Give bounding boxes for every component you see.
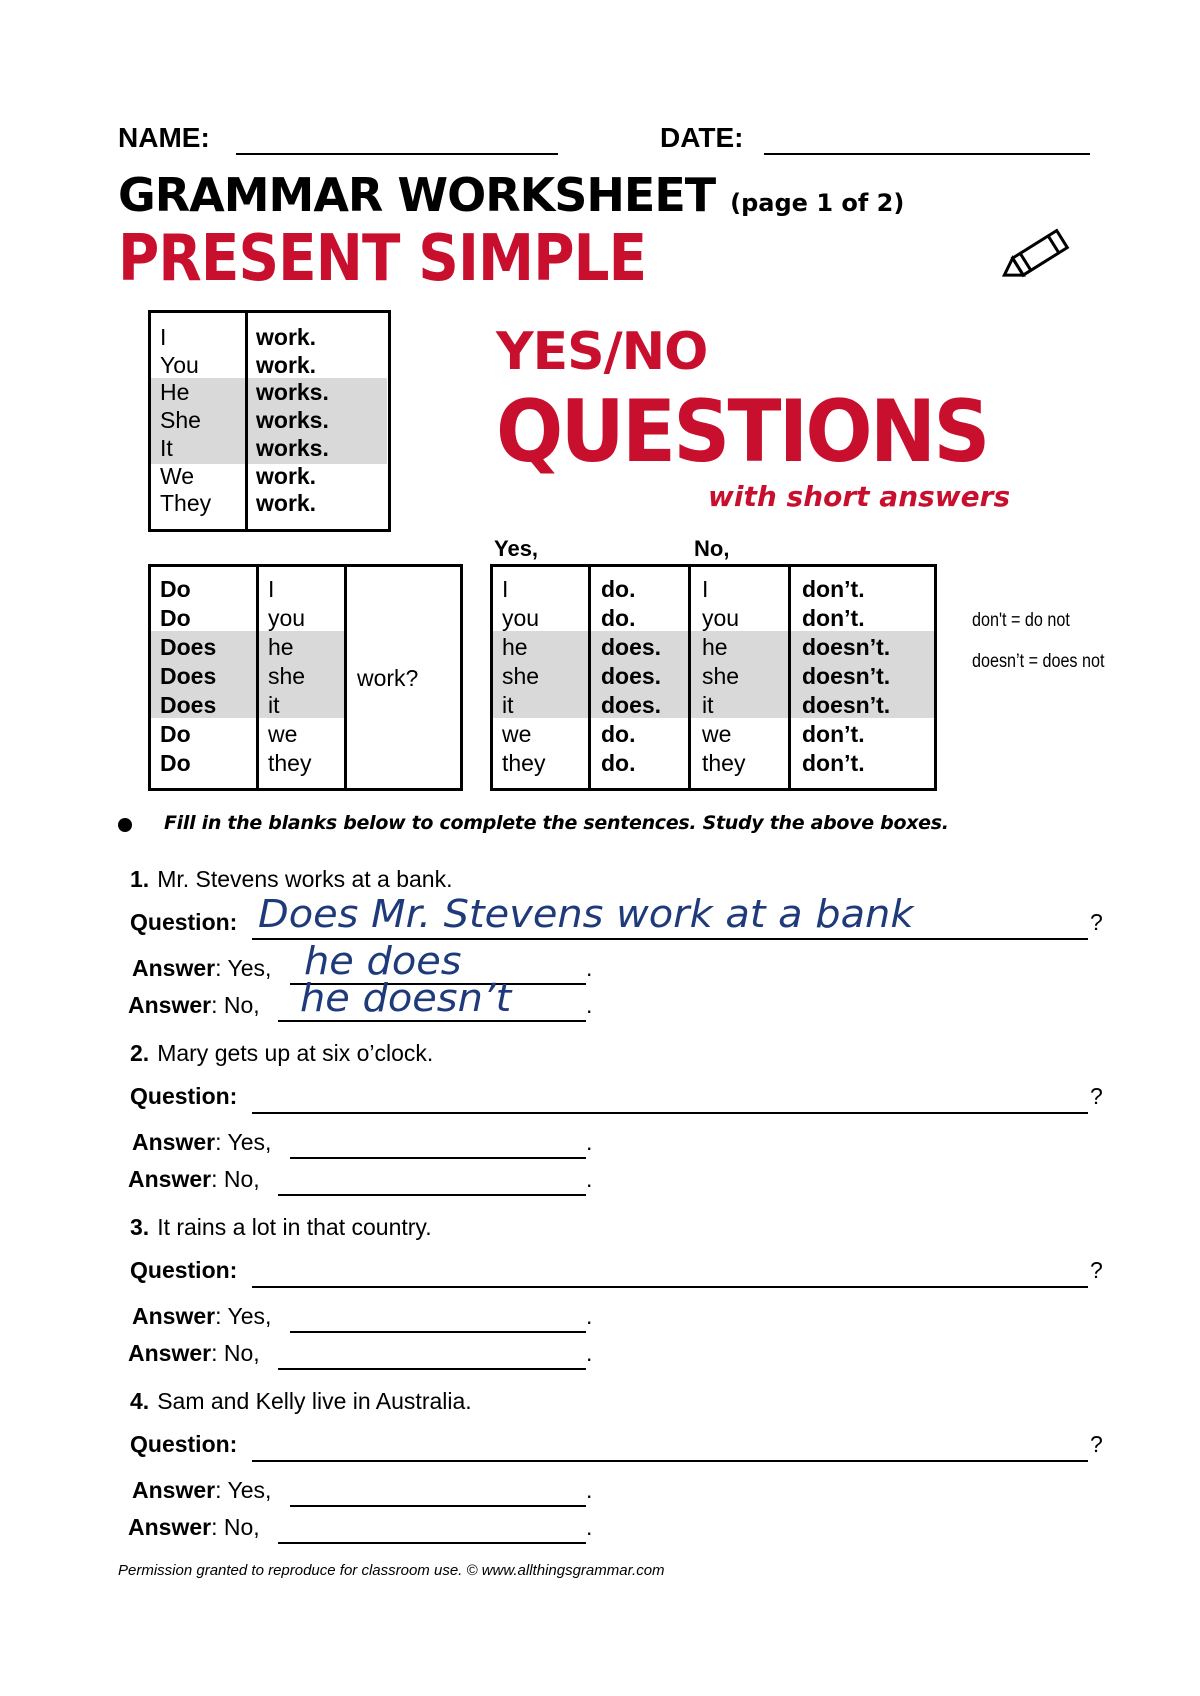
- exercise-sentence: Mr. Stevens works at a bank.: [157, 866, 453, 892]
- exercise-sentence: It rains a lot in that country.: [157, 1214, 432, 1240]
- aux-verb: Does: [160, 663, 217, 689]
- page-info: (page 1 of 2): [730, 189, 905, 217]
- question-mark: ?: [1090, 909, 1103, 935]
- question-pronoun: she: [268, 663, 306, 689]
- no-text: : No,: [211, 1166, 260, 1192]
- period: .: [586, 1303, 593, 1329]
- yes-short-answer: does.: [601, 634, 662, 660]
- yes-short-answer: do.: [601, 750, 636, 776]
- conj-verb: works.: [256, 379, 329, 406]
- instruction: Fill in the blanks below to complete the sentences. Study the above boxes.: [164, 812, 949, 834]
- yes-short-answer: do.: [601, 721, 636, 747]
- no-pronoun: he: [702, 634, 728, 660]
- name-field[interactable]: [236, 152, 558, 155]
- answer-no-label: [128, 992, 260, 1019]
- no-handwritten: he doesn’t: [300, 976, 512, 1020]
- period: .: [586, 1166, 593, 1192]
- question-answer-field[interactable]: [252, 1285, 1088, 1288]
- conj-verb: work.: [256, 490, 317, 517]
- no-text: : No,: [211, 1340, 260, 1366]
- bullet-icon: [118, 818, 132, 832]
- no-pronoun: I: [702, 576, 709, 602]
- pencil-icon: [996, 222, 1082, 292]
- yes-pronoun: I: [502, 576, 509, 602]
- question-pronoun: I: [268, 576, 275, 602]
- no-text: : No,: [211, 992, 260, 1018]
- yes-pronoun: she: [502, 663, 540, 689]
- exercise-number: 4.: [130, 1388, 150, 1414]
- question-label: Question:: [130, 1257, 238, 1283]
- conj-verb: work.: [256, 351, 317, 378]
- period: .: [586, 992, 593, 1018]
- period: .: [586, 955, 593, 981]
- no-pronoun: she: [702, 663, 740, 689]
- aux-verb: Do: [160, 750, 191, 776]
- answer-yes-label: [132, 1129, 271, 1156]
- question-pronoun: you: [268, 605, 306, 631]
- no-short-answer: doesn’t.: [802, 692, 891, 718]
- yes-text: : Yes,: [215, 1303, 272, 1329]
- footer: Permission granted to reproduce for classroom use. © www.allthingsgrammar.com: [118, 1562, 665, 1579]
- answer-yes-label: [132, 1303, 271, 1330]
- yes-handwritten: he does: [304, 939, 462, 983]
- answer-yes-label: [132, 1477, 271, 1504]
- verb-work: work?: [357, 665, 419, 691]
- period: .: [586, 1129, 593, 1155]
- conj-pronoun: They: [160, 490, 212, 517]
- period: .: [586, 1477, 593, 1503]
- yes-short-answer: do.: [601, 576, 636, 602]
- yes-short-answer: does.: [601, 692, 662, 718]
- conj-verb: work.: [256, 462, 317, 489]
- answer-label: Answer: [128, 1166, 212, 1192]
- conj-pronoun: It: [160, 434, 173, 461]
- yes-short-answer: do.: [601, 605, 636, 631]
- answer-label: Answer: [132, 1303, 216, 1329]
- conj-pronoun: You: [160, 351, 199, 378]
- yes-pronoun: we: [502, 721, 532, 747]
- answer-label: Answer: [132, 1129, 216, 1155]
- answer-yes-label: [132, 955, 271, 982]
- answer-label: Answer: [128, 1340, 212, 1366]
- yes-pronoun: you: [502, 605, 540, 631]
- no-short-answer: don’t.: [802, 576, 865, 602]
- yes-pronoun: they: [502, 750, 546, 776]
- exercise-sentence: Sam and Kelly live in Australia.: [157, 1388, 472, 1414]
- worksheet-title: [118, 168, 904, 222]
- yes-answer-field[interactable]: [290, 1330, 586, 1333]
- yes-text: : Yes,: [215, 1477, 272, 1503]
- no-pronoun: it: [702, 692, 714, 718]
- no-pronoun: you: [702, 605, 740, 631]
- no-short-answer: doesn’t.: [802, 634, 891, 660]
- question-mark: ?: [1090, 1431, 1103, 1457]
- period: .: [586, 1514, 593, 1540]
- heading-questions: QUESTIONS: [496, 382, 988, 482]
- answer-label: Answer: [132, 955, 216, 981]
- no-pronoun: they: [702, 750, 746, 776]
- question-pronoun: he: [268, 634, 294, 660]
- answer-no-label: [128, 1514, 260, 1541]
- no-answer-field[interactable]: [278, 1541, 586, 1544]
- note-dont: don't = do not: [972, 610, 1070, 631]
- exercise-number: 3.: [130, 1214, 150, 1240]
- question-label: Question:: [130, 1431, 238, 1457]
- answer-no-label: [128, 1166, 260, 1193]
- yes-label: Yes,: [494, 536, 539, 561]
- no-short-answer: don’t.: [802, 605, 865, 631]
- conj-verb: works.: [256, 407, 329, 434]
- question-pronoun: it: [268, 692, 280, 718]
- question-label: Question:: [130, 1083, 238, 1109]
- answer-label: Answer: [128, 1514, 212, 1540]
- exercise-prompt: [130, 1214, 432, 1241]
- answer-no-label: [128, 1340, 260, 1367]
- no-text: : No,: [211, 1514, 260, 1540]
- aux-verb: Does: [160, 634, 217, 660]
- no-answer-field[interactable]: [278, 1193, 586, 1196]
- subtitle: PRESENT SIMPLE: [118, 222, 647, 296]
- yes-short-answer: does.: [601, 663, 662, 689]
- heading-yes-no: YES/NO: [496, 322, 708, 382]
- yes-answer-field[interactable]: [290, 1156, 586, 1159]
- no-answer-field[interactable]: [278, 1367, 586, 1370]
- question-answer-field[interactable]: [252, 1111, 1088, 1114]
- exercise-sentence: Mary gets up at six o’clock.: [157, 1040, 434, 1066]
- exercise-number: 2.: [130, 1040, 150, 1066]
- conj-pronoun: I: [160, 324, 167, 350]
- name-label: NAME:: [118, 122, 210, 153]
- yes-pronoun: he: [502, 634, 528, 660]
- exercise-prompt: [130, 1388, 472, 1415]
- exercise-prompt: [130, 866, 452, 893]
- no-short-answer: doesn’t.: [802, 663, 891, 689]
- yes-text: : Yes,: [215, 1129, 272, 1155]
- conj-verb: works.: [256, 434, 329, 461]
- exercise-prompt: [130, 1040, 433, 1067]
- question-pronoun: we: [268, 721, 298, 747]
- no-short-answer: don’t.: [802, 750, 865, 776]
- heading-with-short-answers: with short answers: [708, 480, 1011, 513]
- period: .: [586, 1340, 593, 1366]
- conj-pronoun: She: [160, 407, 201, 434]
- question-answer-field[interactable]: [252, 1459, 1088, 1462]
- aux-verb: Do: [160, 605, 191, 631]
- title-text: GRAMMAR WORKSHEET: [118, 168, 716, 222]
- conj-verb: work.: [256, 324, 317, 350]
- question-mark: ?: [1090, 1257, 1103, 1283]
- no-pronoun: we: [702, 721, 732, 747]
- no-label: No,: [694, 536, 730, 561]
- conj-pronoun: We: [160, 462, 195, 489]
- date-field[interactable]: [764, 152, 1090, 155]
- note-doesnt: doesn’t = does not: [972, 651, 1105, 672]
- aux-verb: Does: [160, 692, 217, 718]
- yes-text: : Yes,: [215, 955, 272, 981]
- date-label: DATE:: [660, 122, 744, 153]
- conj-pronoun: He: [160, 379, 190, 406]
- question-label: Question:: [130, 909, 238, 935]
- yes-answer-field[interactable]: [290, 1504, 586, 1507]
- aux-verb: Do: [160, 721, 191, 747]
- question-pronoun: they: [268, 750, 312, 776]
- answer-label: Answer: [132, 1477, 216, 1503]
- question-mark: ?: [1090, 1083, 1103, 1109]
- aux-verb: Do: [160, 576, 191, 602]
- no-short-answer: don’t.: [802, 721, 865, 747]
- question-handwritten: Does Mr. Stevens work at a bank: [258, 892, 914, 936]
- yes-pronoun: it: [502, 692, 514, 718]
- answer-label: Answer: [128, 992, 212, 1018]
- exercise-number: 1.: [130, 866, 150, 892]
